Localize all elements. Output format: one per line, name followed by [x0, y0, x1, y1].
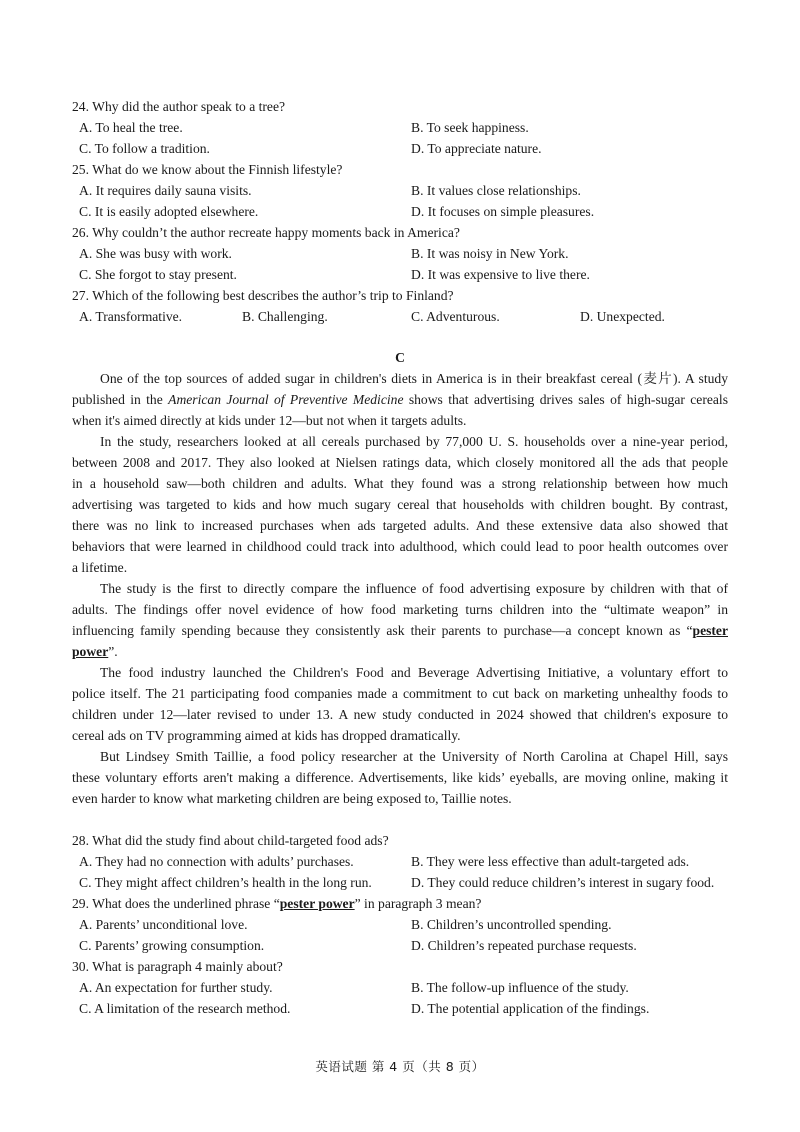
pester-power-underlined: pester: [692, 623, 728, 638]
question-28-option-c: C. They might affect children’s health in the long run.: [79, 875, 372, 890]
question-28-option-a: A. They had no connection with adults’ purchases.: [79, 854, 354, 869]
passage-c-p3-line1: The study is the first to directly compare the influence of food advertising exposure by children with that of: [100, 581, 728, 596]
question-25-stem: 25. What do we know about the Finnish lifestyle?: [72, 162, 343, 177]
question-30-stem: 30. What is paragraph 4 mainly about?: [72, 959, 283, 974]
question-27-option-a: A. Transformative.: [79, 309, 183, 324]
question-25-option-d: D. It focuses on simple pleasures.: [411, 204, 595, 219]
passage-c-p4-line1: The food industry launched the Children's Food and Beverage Advertising Initiative, a voluntary effort to: [100, 665, 728, 680]
question-25-option-b: B. It values close relationships.: [411, 183, 581, 198]
question-29-option-d: D. Children’s repeated purchase requests.: [411, 938, 637, 953]
question-30-option-b: B. The follow-up influence of the study.: [411, 980, 629, 995]
passage-c-p2-line3: in a household saw—both children and adults. What they found was a strong relationship between how much: [72, 476, 728, 491]
question-25-option-a: A. It requires daily sauna visits.: [79, 183, 252, 198]
passage-c-p3-line2: adults. The findings offer novel evidence of how food marketing turns children into the “ultimate weapon” in: [72, 602, 728, 617]
question-24-option-b: B. To seek happiness.: [411, 120, 529, 135]
passage-c-p3-line4: power”.: [72, 644, 118, 659]
question-26-option-c: C. She forgot to stay present.: [79, 267, 237, 282]
question-28-option-b: B. They were less effective than adult-targeted ads.: [411, 854, 690, 869]
passage-c-p4-line2: police itself. The 21 participating food companies made a commitment to cut back on marketing unhealthy foods to: [72, 686, 728, 701]
passage-c-p4-line3: children under 12—later revised to under 13. A new study conducted in 2024 showed that children's exposure to: [72, 707, 728, 722]
question-26-option-d: D. It was expensive to live there.: [411, 267, 590, 282]
question-27-option-d: D. Unexpected.: [580, 309, 665, 324]
question-28-option-d: D. They could reduce children’s interest in sugary food.: [411, 875, 715, 890]
passage-c-p2-line2: between 2008 and 2017. They also looked at Nielsen ratings data, which closely monitored all the ads that people: [72, 455, 728, 470]
question-26-stem: 26. Why couldn’t the author recreate happy moments back in America?: [72, 225, 460, 240]
question-29-option-b: B. Children’s uncontrolled spending.: [411, 917, 612, 932]
passage-c-p2-line7: a lifetime.: [72, 560, 128, 575]
passage-c-p3-line3: influencing family spending because they consistently ask their parents to purchase—a concept known as “pester: [72, 623, 728, 638]
passage-c-p2-line5: there was no link to increased purchases when ads targeted adults. And these extensive data also showed that: [72, 518, 728, 533]
passage-c-p5-line1: But Lindsey Smith Taillie, a food policy researcher at the University of North Carolina at Chapel Hill, says: [100, 749, 728, 764]
section-c-heading: C: [395, 350, 405, 365]
passage-c-p1-line2: published in the American Journal of Preventive Medicine shows that advertising drives sales of high-sugar cereals: [72, 392, 728, 407]
question-28-stem: 28. What did the study find about child-targeted food ads?: [72, 833, 389, 848]
question-29-option-a: A. Parents’ unconditional love.: [79, 917, 248, 932]
question-30-option-a: A. An expectation for further study.: [79, 980, 273, 995]
question-27-stem: 27. Which of the following best describes the author’s trip to Finland?: [72, 288, 454, 303]
question-25-option-c: C. It is easily adopted elsewhere.: [79, 204, 259, 219]
pester-power-underlined-question: pester power: [279, 896, 355, 911]
passage-c-p2-line6: behaviors that were learned in childhood could track into adulthood, which could lead to poor health outcomes over: [72, 539, 728, 554]
question-24-option-a: A. To heal the tree.: [79, 120, 183, 135]
journal-title: American Journal of Preventive Medicine: [168, 392, 404, 407]
question-24-option-c: C. To follow a tradition.: [79, 141, 210, 156]
question-26-option-a: A. She was busy with work.: [79, 246, 232, 261]
question-29-option-c: C. Parents’ growing consumption.: [79, 938, 265, 953]
page-footer: 英语试题 第 4 页（共 8 页）: [315, 1059, 485, 1074]
question-30-option-c: C. A limitation of the research method.: [79, 1001, 291, 1016]
question-24-option-d: D. To appreciate nature.: [411, 141, 542, 156]
passage-c-p5-line3: even harder to know what marketing children are being exposed to, Taillie notes.: [72, 791, 512, 806]
question-27-option-c: C. Adventurous.: [411, 309, 500, 324]
passage-c-p2-line4: advertising was targeted to kids and how much sugary cereal that households with children bought. By contrast,: [72, 497, 728, 512]
question-30-option-d: D. The potential application of the findings.: [411, 1001, 650, 1016]
question-29-stem: 29. What does the underlined phrase “pester power” in paragraph 3 mean?: [72, 896, 482, 911]
passage-c-p1-line1: One of the top sources of added sugar in children's diets in America is in their breakfast cereal (麦片). A study: [100, 371, 728, 386]
question-24-stem: 24. Why did the author speak to a tree?: [72, 99, 286, 114]
passage-c-p5-line2: these voluntary efforts aren't making a difference. Advertisements, like kids’ eyeballs, are moving online, making it: [72, 770, 728, 785]
passage-c-p4-line4: cereal ads on TV programming aimed at kids has dropped dramatically.: [72, 728, 461, 743]
question-26-option-b: B. It was noisy in New York.: [411, 246, 569, 261]
passage-c-p1-line3: when it's aimed directly at kids under 12—but not when it targets adults.: [72, 413, 467, 428]
question-27-option-b: B. Challenging.: [242, 309, 328, 324]
passage-c-p2-line1: In the study, researchers looked at all cereals purchased by 77,000 U. S. households over a nine-year period,: [100, 434, 728, 449]
